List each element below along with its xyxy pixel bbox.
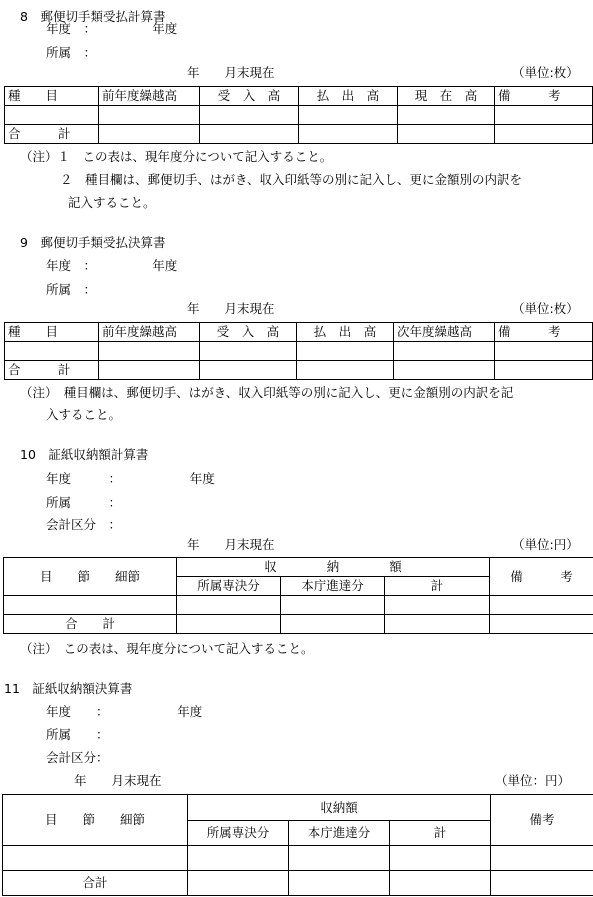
header-remarks: 備 考 — [495, 323, 593, 342]
section-9-unit: （単位:枚） — [512, 301, 579, 316]
header-item: 種 目 — [5, 87, 99, 106]
header-next-carryover: 次年度繰越高 — [394, 323, 495, 342]
section-9-title: 9 郵便切手類受払決算書 — [20, 235, 166, 250]
section-8-note-1: （注）１ この表は、現年度分について記入すること。 — [20, 149, 333, 164]
header-remarks: 備 考 — [495, 87, 593, 106]
total-row — [4, 615, 593, 634]
header-prev-carryover: 前年度繰越高 — [99, 87, 200, 106]
section-11-title: 11 証紙収納額決算書 — [4, 681, 133, 696]
section-10-year-label: 年度 ： 年度 — [46, 471, 215, 486]
table-row — [4, 596, 593, 615]
section-10-date-line: 年 月末現在 — [187, 537, 275, 552]
section-9-year-label: 年度 ： 年度 — [46, 258, 178, 273]
total-label: 合 計 — [4, 615, 177, 634]
section-11-year-label: 年度 ： 年度 — [46, 704, 203, 719]
total-row — [5, 125, 593, 144]
section-11-date-line: 年 月末現在 — [74, 773, 162, 788]
section-11-dept-label: 所属 ： — [46, 727, 109, 742]
header-subtotal: 計 — [385, 577, 490, 596]
table-row — [5, 342, 593, 361]
header-received: 受 入 高 — [200, 87, 299, 106]
total-label: 合計 — [3, 871, 188, 896]
section-8-table — [4, 86, 593, 144]
section-10-account-label: 会計区分 ： — [46, 517, 122, 532]
total-row — [3, 871, 593, 896]
section-10-table — [3, 557, 593, 634]
section-8-note-2b: 記入すること。 — [68, 195, 156, 210]
section-8-title: 8 郵便切手類受払計算書 — [20, 9, 166, 24]
section-8-note-2a: ２ 種目欄は、郵便切手、はがき、収入印紙等の別に記入し、更に金額別の内訳を — [60, 172, 523, 187]
section-10-unit: （単位:円） — [512, 537, 579, 552]
header-dept-decision: 所属専決分 — [177, 577, 281, 596]
table-row — [3, 846, 593, 871]
header-paid-out: 払 出 高 — [297, 323, 394, 342]
total-label: 合 計 — [5, 361, 99, 380]
header-item: 種 目 — [5, 323, 99, 342]
header-hq-submission: 本庁進達分 — [281, 577, 385, 596]
header-current: 現 在 高 — [398, 87, 495, 106]
header-remarks: 備考 — [491, 795, 593, 846]
section-9-note-b: 入すること。 — [46, 407, 122, 422]
section-10-note: （注） この表は、現年度分について記入すること。 — [20, 641, 314, 656]
header-prev-carryover: 前年度繰越高 — [99, 323, 200, 342]
header-item: 目 節 細節 — [3, 795, 188, 846]
section-11-account-label: 会計区分： — [46, 750, 109, 765]
header-paid-out: 払 出 高 — [299, 87, 398, 106]
header-item: 目 節 細節 — [4, 558, 177, 596]
section-9-note-a: （注） 種目欄は、郵便切手、はがき、収入印紙等の別に記入し、更に金額別の内訳を記 — [20, 385, 514, 400]
header-received: 受 入 高 — [200, 323, 297, 342]
header-remarks: 備 考 — [490, 558, 593, 596]
section-8-date-line: 年 月末現在 — [187, 65, 275, 80]
section-9-table — [4, 322, 593, 380]
header-collected-amount: 収 納 額 — [177, 558, 490, 577]
section-8-year-label: 年度 ： 年度 — [46, 21, 178, 36]
header-hq-submission: 本庁進達分 — [289, 821, 390, 846]
header-collected-amount: 収納額 — [188, 795, 491, 821]
section-8-unit: （単位:枚） — [512, 65, 579, 80]
section-11-table — [2, 794, 593, 896]
section-11-unit: （単位：円） — [495, 773, 571, 788]
section-10-title: 10 証紙収納額計算書 — [20, 447, 149, 462]
section-9-date-line: 年 月末現在 — [187, 301, 275, 316]
header-dept-decision: 所属専決分 — [188, 821, 289, 846]
section-8-dept-label: 所属 ： — [46, 45, 97, 60]
total-label: 合 計 — [5, 125, 99, 144]
header-subtotal: 計 — [390, 821, 491, 846]
table-row — [5, 106, 593, 125]
section-9-dept-label: 所属 ： — [46, 282, 97, 297]
section-10-dept-label: 所属 ： — [46, 495, 122, 510]
total-row — [5, 361, 593, 380]
